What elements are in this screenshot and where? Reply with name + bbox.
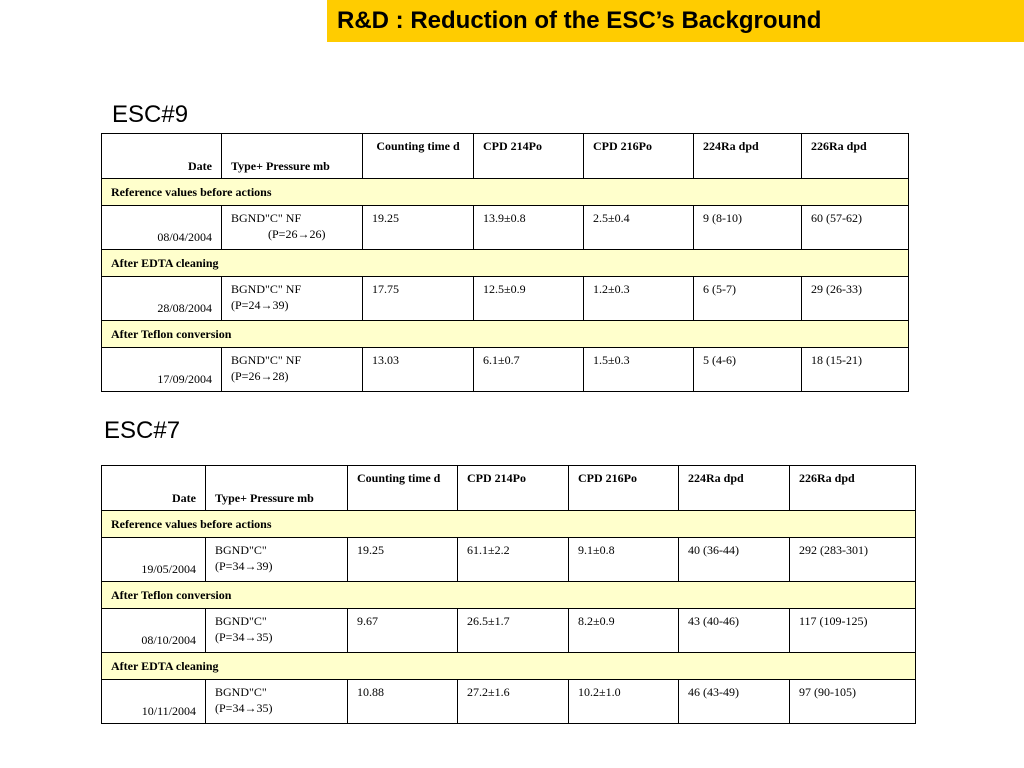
esc9-table	[101, 133, 909, 392]
section-label: After Teflon conversion	[102, 321, 909, 348]
esc7-table	[101, 465, 916, 724]
cell-type	[206, 538, 348, 582]
cell-cpd214: 6.1±0.7	[474, 348, 584, 392]
table-title-esc7: ESC#7	[104, 417, 181, 444]
table-title-esc9: ESC#9	[112, 101, 189, 128]
cell-type	[222, 348, 363, 392]
cell-counting-time: 13.03	[363, 348, 474, 392]
table-row	[102, 609, 916, 653]
cell-date: 19/05/2004	[102, 538, 206, 582]
section-row	[102, 179, 909, 206]
column-header-ra226: 226Ra dpd	[802, 134, 909, 179]
column-header-cpd216: CPD 216Po	[584, 134, 694, 179]
table-row	[102, 348, 909, 392]
cell-ra226: 97 (90-105)	[790, 680, 916, 724]
cell-cpd214: 13.9±0.8	[474, 206, 584, 250]
cell-type-name: BGND"C"	[215, 543, 267, 557]
cell-type	[222, 206, 363, 250]
column-header-cpd216: CPD 216Po	[569, 466, 679, 511]
section-label: Reference values before actions	[102, 511, 916, 538]
cell-cpd214: 61.1±2.2	[458, 538, 569, 582]
table-row	[102, 277, 909, 321]
column-header-cpd214: CPD 214Po	[458, 466, 569, 511]
cell-ra226: 29 (26-33)	[802, 277, 909, 321]
column-header-counting-time: Counting time d	[348, 466, 458, 511]
cell-pressure: (P=24→39)	[231, 298, 289, 312]
table-row	[102, 680, 916, 724]
column-header-ra224: 224Ra dpd	[679, 466, 790, 511]
section-row	[102, 250, 909, 277]
cell-type-name: BGND"C" NF	[231, 211, 302, 225]
cell-date: 08/04/2004	[102, 206, 222, 250]
column-header-cpd214: CPD 214Po	[474, 134, 584, 179]
column-header-date: Date	[102, 134, 222, 179]
cell-date: 28/08/2004	[102, 277, 222, 321]
table-header-row	[102, 134, 909, 179]
cell-counting-time: 10.88	[348, 680, 458, 724]
cell-ra226: 18 (15-21)	[802, 348, 909, 392]
section-label: Reference values before actions	[102, 179, 909, 206]
page-title: R&D : Reduction of the ESC’s Background	[337, 7, 822, 34]
cell-pressure: (P=26→28)	[231, 369, 289, 383]
cell-cpd216: 2.5±0.4	[584, 206, 694, 250]
cell-cpd214: 26.5±1.7	[458, 609, 569, 653]
table-row	[102, 206, 909, 250]
section-row	[102, 321, 909, 348]
cell-pressure: (P=34→35)	[215, 701, 273, 715]
cell-type-name: BGND"C"	[215, 614, 267, 628]
cell-ra226: 292 (283-301)	[790, 538, 916, 582]
cell-cpd216: 8.2±0.9	[569, 609, 679, 653]
column-header-date: Date	[102, 466, 206, 511]
column-header-ra224: 224Ra dpd	[694, 134, 802, 179]
cell-date: 17/09/2004	[102, 348, 222, 392]
cell-ra224: 40 (36-44)	[679, 538, 790, 582]
cell-cpd216: 10.2±1.0	[569, 680, 679, 724]
cell-ra224: 6 (5-7)	[694, 277, 802, 321]
cell-counting-time: 19.25	[363, 206, 474, 250]
section-row	[102, 582, 916, 609]
cell-type	[222, 277, 363, 321]
column-header-counting-time: Counting time d	[363, 134, 474, 179]
section-label: After EDTA cleaning	[102, 250, 909, 277]
cell-ra224: 46 (43-49)	[679, 680, 790, 724]
cell-date: 08/10/2004	[102, 609, 206, 653]
section-row	[102, 653, 916, 680]
section-label: After EDTA cleaning	[102, 653, 916, 680]
cell-type	[206, 609, 348, 653]
cell-date: 10/11/2004	[102, 680, 206, 724]
cell-cpd216: 1.5±0.3	[584, 348, 694, 392]
table-row	[102, 538, 916, 582]
cell-ra224: 9 (8-10)	[694, 206, 802, 250]
cell-type-name: BGND"C" NF	[231, 282, 302, 296]
cell-ra224: 43 (40-46)	[679, 609, 790, 653]
cell-counting-time: 17.75	[363, 277, 474, 321]
cell-type	[206, 680, 348, 724]
column-header-type: Type+ Pressure mb	[206, 466, 348, 511]
cell-cpd214: 12.5±0.9	[474, 277, 584, 321]
cell-counting-time: 19.25	[348, 538, 458, 582]
cell-ra226: 117 (109-125)	[790, 609, 916, 653]
cell-cpd216: 9.1±0.8	[569, 538, 679, 582]
cell-pressure: (P=34→39)	[215, 559, 273, 573]
cell-pressure: (P=34→35)	[215, 630, 273, 644]
cell-ra224: 5 (4-6)	[694, 348, 802, 392]
column-header-ra226: 226Ra dpd	[790, 466, 916, 511]
cell-counting-time: 9.67	[348, 609, 458, 653]
section-row	[102, 511, 916, 538]
cell-ra226: 60 (57-62)	[802, 206, 909, 250]
column-header-type: Type+ Pressure mb	[222, 134, 363, 179]
table-header-row	[102, 466, 916, 511]
cell-cpd216: 1.2±0.3	[584, 277, 694, 321]
cell-type-name: BGND"C" NF	[231, 353, 302, 367]
cell-pressure: (P=26→26)	[268, 227, 326, 241]
cell-type-name: BGND"C"	[215, 685, 267, 699]
title-bar	[327, 0, 1024, 42]
cell-cpd214: 27.2±1.6	[458, 680, 569, 724]
section-label: After Teflon conversion	[102, 582, 916, 609]
